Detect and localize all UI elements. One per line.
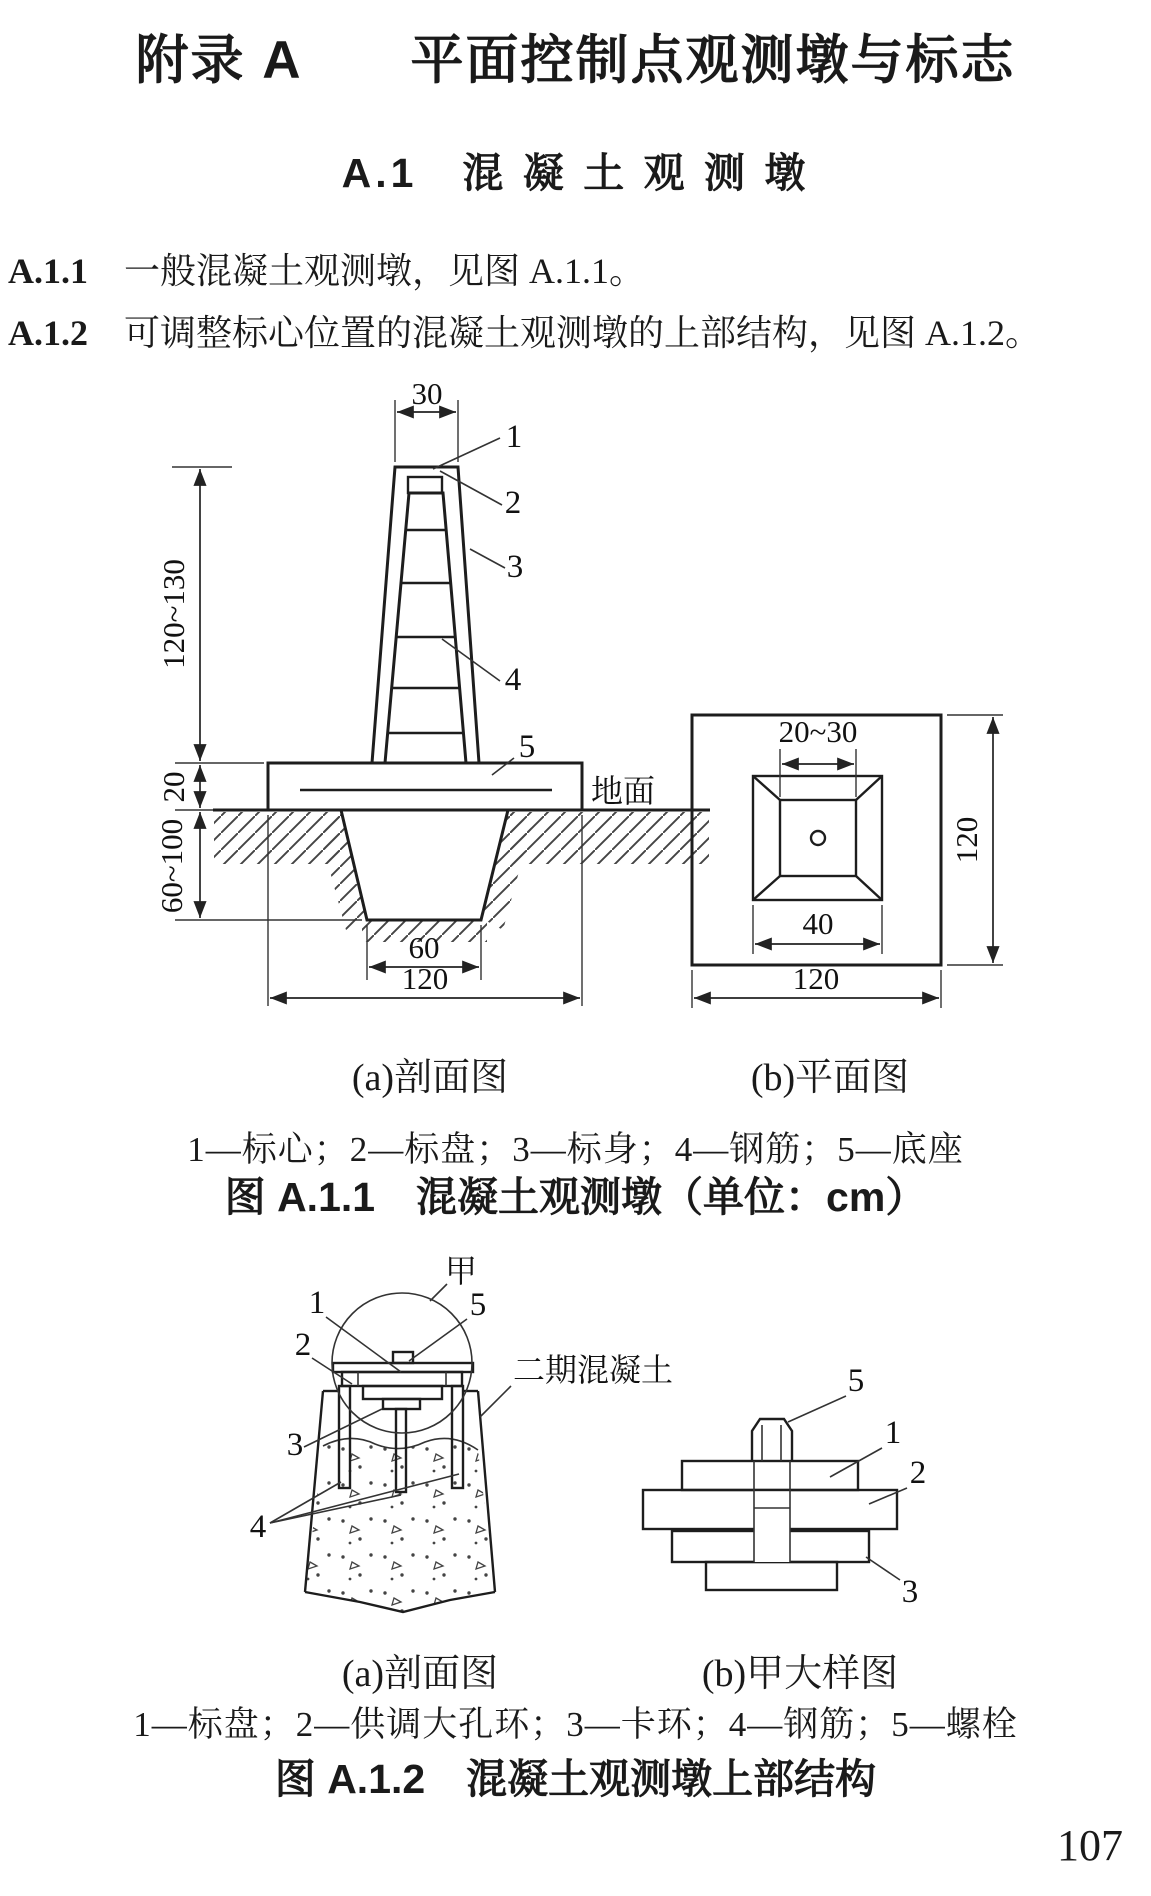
dim-60-label: 60 bbox=[408, 930, 440, 965]
callout-1: 1 bbox=[505, 419, 523, 455]
fig2-caption-a: (a)剖面图 bbox=[341, 1653, 499, 1695]
fig1-caption-a: (a)剖面图 bbox=[351, 1057, 509, 1099]
bolt-top bbox=[393, 1352, 413, 1363]
fig1-legend: 1—标心；2—标盘；3—标身；4—钢筋；5—底座 bbox=[187, 1130, 964, 1169]
dim-plan-right bbox=[947, 715, 1003, 965]
fig2a-callout-5: 5 bbox=[469, 1287, 487, 1323]
step-block-2 bbox=[383, 1399, 420, 1409]
dim-plan-top bbox=[779, 714, 858, 797]
callout-leaders bbox=[433, 438, 514, 775]
fig2-legend: 1—标盘；2—供调大孔环；3—卡环；4—钢筋；5—螺栓 bbox=[133, 1705, 1018, 1744]
paragraph-a11-text: 一般混凝土观测墩，见图 A.1.1。 bbox=[124, 251, 645, 291]
fig2a-callout-1: 1 bbox=[308, 1285, 326, 1321]
ground-hatching bbox=[214, 812, 709, 942]
fig1-caption: 图 A.1.1 混凝土观测墩（单位：cm） bbox=[224, 1174, 927, 1220]
top-plate bbox=[333, 1363, 473, 1372]
ring-band bbox=[342, 1372, 462, 1386]
ground-surface-label: 地面 bbox=[591, 773, 656, 809]
dim-60-100-label: 60~100 bbox=[154, 818, 189, 914]
dim-top-width bbox=[395, 376, 458, 462]
dim-plan-40 bbox=[753, 905, 882, 954]
callout-3: 3 bbox=[506, 549, 524, 585]
center-mark bbox=[811, 831, 825, 845]
page-title: 附录 A 平面控制点观测墩与标志 bbox=[135, 31, 1016, 90]
fig2b-callout-1: 1 bbox=[884, 1415, 902, 1451]
dim-plan-bottom-120-label: 120 bbox=[792, 961, 840, 996]
fig1-caption-b: (b)平面图 bbox=[750, 1057, 910, 1099]
callout-2: 2 bbox=[504, 485, 522, 521]
paragraph-a11-number: A.1.1 bbox=[8, 251, 88, 291]
paragraph-a12 bbox=[8, 314, 1151, 354]
pillar bbox=[372, 467, 479, 763]
paragraph-a11 bbox=[8, 252, 1151, 292]
paragraph-a12-text: 可调整标心位置的混凝土观测墩的上部结构，见图 A.1.2。 bbox=[124, 313, 1041, 353]
section-title: A.1 混 凝 土 观 测 墩 bbox=[341, 150, 810, 196]
paragraph-a12-number: A.1.2 bbox=[8, 313, 88, 353]
pillar-rebar-rungs bbox=[387, 530, 464, 733]
dim-slab-20 bbox=[156, 763, 264, 810]
dim-40-label: 40 bbox=[802, 906, 834, 941]
callout-5: 5 bbox=[518, 729, 536, 765]
dim-plan-right-120-label: 120 bbox=[949, 816, 984, 864]
dim-120-130-label: 120~130 bbox=[156, 559, 191, 669]
second-stage-concrete-label: 二期混凝土 bbox=[513, 1352, 674, 1388]
step-block-1 bbox=[363, 1386, 442, 1399]
dim-30-label: 30 bbox=[411, 376, 443, 411]
fig2a-callout-3: 3 bbox=[286, 1427, 304, 1463]
callout-4: 4 bbox=[504, 662, 522, 698]
fig2-caption: 图 A.1.2 混凝土观测墩上部结构 bbox=[274, 1756, 877, 1802]
fig2-caption-b: (b)甲大样图 bbox=[701, 1653, 899, 1695]
fig2a-callout-4: 4 bbox=[249, 1509, 267, 1545]
detail-drawing bbox=[643, 1419, 897, 1590]
dim-20-30-label: 20~30 bbox=[778, 714, 858, 749]
page-number: 107 bbox=[1057, 1821, 1123, 1870]
fig2b-callout-2: 2 bbox=[909, 1455, 927, 1491]
pier-section bbox=[305, 1293, 495, 1612]
buried-footing bbox=[341, 810, 508, 920]
bolt bbox=[752, 1419, 792, 1461]
dim-20-label: 20 bbox=[156, 771, 191, 803]
fig2b-callout-5: 5 bbox=[847, 1363, 865, 1399]
dim-120-label: 120 bbox=[401, 961, 449, 996]
base-slab bbox=[268, 763, 582, 810]
bottom-block bbox=[706, 1562, 837, 1590]
figure-a12-drawing bbox=[230, 1245, 950, 1637]
figure-a11-drawing bbox=[150, 372, 1010, 1017]
dim-height-120-130 bbox=[156, 467, 232, 761]
detail-mark-label: 甲 bbox=[444, 1253, 478, 1289]
dim-plan-bottom bbox=[692, 961, 941, 1008]
plan-view bbox=[692, 714, 1003, 1008]
pier-concrete bbox=[305, 1438, 495, 1612]
fig2b-callout-3: 3 bbox=[901, 1574, 919, 1610]
fig2a-callout-2: 2 bbox=[294, 1327, 312, 1363]
